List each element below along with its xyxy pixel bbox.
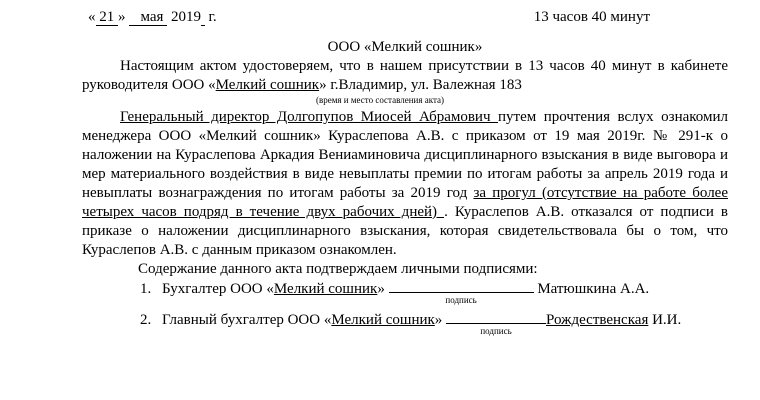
signature-2-signer-initials: И.И.	[648, 312, 682, 328]
main-text-closing: . Кураслепов А.В. отказался от подписи в приказе о наложении дисциплинарного взыскания, которая свидетельствовала бы о том, что Кураслепов А.В. с данным приказом ознакомлен.	[82, 204, 728, 258]
director-name-underlined: Генеральный директор Долгопупов Миосей Абрамович	[120, 109, 498, 125]
intro-org-name: Мелкий сошник	[215, 77, 320, 93]
intro-paragraph	[82, 57, 728, 95]
signature-1-blank-label: подпись	[445, 295, 477, 305]
main-text-middle: путем прочтения вслух ознакомил менеджера ООО «Мелкий сошник» Кураслепова А.В. с приказом от 19 мая 2019г. № 291-к о наложении на Кураслепова Аркадия Вениаминовича дисциплинарного взыскания в виде выговора и мер материального воздействия в виде невыплаты премии по итогам работы за апрель 2019 года и невыплаты вознаграждения по итогам работы за 2019 год	[82, 109, 728, 201]
signatures-intro: Содержание данного акта подтверждаем личными подписями:	[138, 261, 538, 277]
signature-1-signer-name: Матюшкина А.А.	[537, 281, 650, 297]
document-title: ООО «Мелкий сошник»	[327, 39, 483, 55]
absence-reason-underlined: за прогул (отсутствие на работе более четырех часов подряд в течение двух рабочих дней)	[82, 185, 728, 220]
time-of-day: 13 часов 40 минут	[533, 9, 650, 25]
date-day-value: 21	[95, 9, 118, 25]
signature-2-blank-wrap	[446, 310, 546, 336]
act-document	[82, 0, 728, 336]
signature-1-org-name: Мелкий сошник	[273, 281, 378, 297]
signature-1-role-end: »	[377, 281, 385, 297]
signature-2-signer-surname: Рождественская	[546, 312, 649, 328]
main-paragraph	[82, 108, 728, 260]
intro-text-before-org: Настоящим актом удостоверяем, что в нашем присутствии в 13 часов 40 минут в кабинете руководителя ООО «	[82, 58, 728, 93]
date-year-suffix: г.	[204, 9, 217, 25]
signature-2-blank-label: подпись	[480, 326, 512, 336]
date-close-quote: »	[118, 9, 130, 25]
intro-text-after-org: » г.Владимир, ул. Валежная 183	[319, 77, 522, 93]
signature-1-blank-line	[389, 279, 534, 293]
date-open-quote: «	[88, 9, 96, 25]
signature-1-number: 1.	[140, 281, 152, 297]
signature-1-blank-wrap	[389, 279, 534, 305]
signature-row-1	[82, 279, 728, 305]
date-time-row	[82, 8, 728, 27]
signature-1-role: Бухгалтер ООО «	[162, 281, 274, 297]
signature-row-2	[82, 310, 728, 336]
time-place-caption: (время и место составления акта)	[315, 95, 445, 105]
signature-2-org-name: Мелкий сошник	[331, 312, 435, 328]
signature-2-number: 2.	[140, 312, 152, 328]
date-month-value: мая	[129, 9, 168, 25]
signature-2-role-end: »	[434, 312, 443, 328]
signature-2-role: Главный бухгалтер ООО «	[162, 312, 332, 328]
date-year-value: 2019	[167, 9, 201, 25]
date-line	[88, 8, 217, 27]
signature-list	[82, 279, 728, 336]
signature-2-blank-line	[446, 310, 546, 324]
